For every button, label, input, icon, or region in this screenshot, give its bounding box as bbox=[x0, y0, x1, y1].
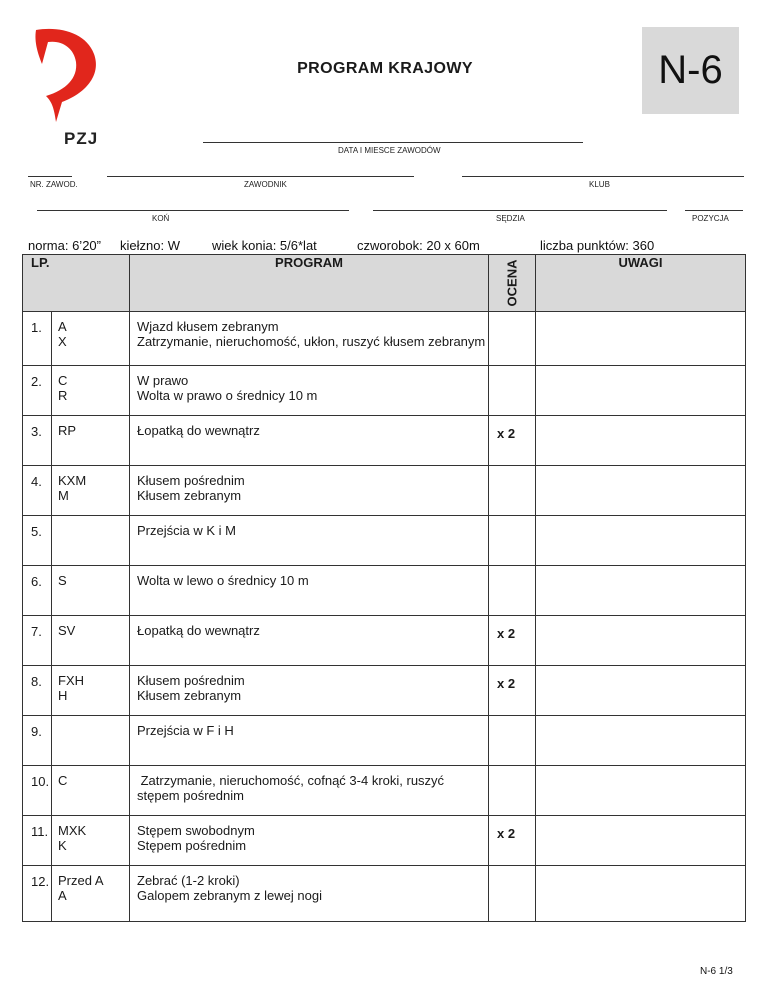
row-description bbox=[130, 616, 489, 666]
nr-zawod-label: NR. ZAWOD. bbox=[30, 180, 78, 189]
row-number: 4. bbox=[23, 466, 52, 516]
row-number: 5. bbox=[23, 516, 52, 566]
row-letters bbox=[52, 366, 130, 416]
row-description bbox=[130, 416, 489, 466]
row-description-line: Wolta w lewo o średnicy 10 m bbox=[137, 573, 309, 588]
header-ocena-label: OCENA bbox=[504, 259, 520, 307]
row-uwagi-cell[interactable] bbox=[536, 516, 746, 566]
row-uwagi-cell[interactable] bbox=[536, 366, 746, 416]
row-uwagi-cell[interactable] bbox=[536, 616, 746, 666]
kon-line bbox=[37, 210, 349, 211]
czworobok: czworobok: 20 x 60m bbox=[357, 238, 480, 253]
row-letter: KXM bbox=[58, 473, 87, 488]
row-letter: C bbox=[58, 773, 68, 788]
row-description-line: Galopem zebranym z lewej nogi bbox=[137, 888, 322, 903]
row-ocena-cell[interactable] bbox=[489, 566, 536, 616]
row-letter: RP bbox=[58, 423, 77, 438]
row-letter: S bbox=[58, 573, 67, 588]
row-description bbox=[130, 766, 489, 816]
row-letters bbox=[52, 866, 130, 922]
row-letters bbox=[52, 766, 130, 816]
row-description-line: Stępem pośrednim bbox=[137, 838, 247, 853]
row-letter: FXH bbox=[58, 673, 84, 688]
row-ocena-cell[interactable] bbox=[489, 866, 536, 922]
row-number: 10. bbox=[23, 766, 52, 816]
row-ocena-cell[interactable] bbox=[489, 466, 536, 516]
row-letters bbox=[52, 566, 130, 616]
row-ocena-cell[interactable] bbox=[489, 366, 536, 416]
row-description bbox=[130, 366, 489, 416]
row-uwagi-cell[interactable] bbox=[536, 816, 746, 866]
table-row bbox=[23, 416, 746, 466]
row-number: 11. bbox=[23, 816, 52, 866]
row-description bbox=[130, 666, 489, 716]
row-number: 7. bbox=[23, 616, 52, 666]
row-letters bbox=[52, 516, 130, 566]
table-row bbox=[23, 516, 746, 566]
page-number: N-6 1/3 bbox=[700, 966, 733, 977]
row-uwagi-cell[interactable] bbox=[536, 312, 746, 366]
row-letter: K bbox=[58, 838, 67, 853]
row-number: 12. bbox=[23, 866, 52, 922]
row-uwagi-cell[interactable] bbox=[536, 666, 746, 716]
sedzia-line bbox=[373, 210, 667, 211]
header-ocena bbox=[489, 255, 536, 312]
row-number: 8. bbox=[23, 666, 52, 716]
liczba-punktow: liczba punktów: 360 bbox=[540, 238, 655, 253]
program-table bbox=[22, 254, 746, 922]
row-description bbox=[130, 566, 489, 616]
row-ocena-cell[interactable]: x 2 bbox=[489, 416, 536, 466]
row-description bbox=[130, 716, 489, 766]
row-number: 1. bbox=[23, 312, 52, 366]
row-uwagi-cell[interactable] bbox=[536, 866, 746, 922]
row-ocena-cell[interactable]: x 2 bbox=[489, 616, 536, 666]
row-letter: SV bbox=[58, 623, 76, 638]
row-description-line: W prawo bbox=[137, 373, 189, 388]
kielzno: kiełzno: W bbox=[120, 238, 180, 253]
zawodnik-line bbox=[107, 176, 414, 177]
table-row bbox=[23, 366, 746, 416]
row-ocena-cell[interactable]: x 2 bbox=[489, 816, 536, 866]
row-description-line: Kłusem zebranym bbox=[137, 688, 242, 703]
wiek-konia: wiek konia: 5/6*lat bbox=[212, 238, 317, 253]
row-description bbox=[130, 312, 489, 366]
row-description bbox=[130, 866, 489, 922]
row-letter: A bbox=[58, 888, 67, 903]
row-description-line: Wjazd kłusem zebranym bbox=[137, 319, 279, 334]
pozycja-label: POZYCJA bbox=[692, 214, 729, 223]
row-description bbox=[130, 816, 489, 866]
row-number: 2. bbox=[23, 366, 52, 416]
sedzia-label: SĘDZIA bbox=[496, 214, 525, 223]
row-number: 3. bbox=[23, 416, 52, 466]
row-letters bbox=[52, 816, 130, 866]
row-ocena-cell[interactable] bbox=[489, 516, 536, 566]
row-letter: MXK bbox=[58, 823, 87, 838]
row-description-line: Przejścia w K i M bbox=[137, 523, 236, 538]
table-row bbox=[23, 866, 746, 922]
table-row bbox=[23, 766, 746, 816]
date-place-label: DATA I MIESCE ZAWODÓW bbox=[338, 146, 441, 155]
row-letters bbox=[52, 416, 130, 466]
table-row bbox=[23, 616, 746, 666]
logo-text: PZJ bbox=[64, 129, 99, 148]
row-description-line: Łopatką do wewnątrz bbox=[137, 423, 260, 438]
row-description-line: Zatrzymanie, nieruchomość, cofnąć 3-4 kroki, ruszyć bbox=[137, 773, 445, 788]
row-description bbox=[130, 516, 489, 566]
nr-zawod-line bbox=[28, 176, 72, 177]
row-letters bbox=[52, 312, 130, 366]
row-description-line: Kłusem pośrednim bbox=[137, 473, 245, 488]
pzj-logo bbox=[28, 24, 108, 148]
row-description-line: Kłusem zebranym bbox=[137, 488, 242, 503]
table-row bbox=[23, 716, 746, 766]
date-place-line bbox=[203, 142, 583, 143]
table-row bbox=[23, 312, 746, 366]
row-description-line: Zatrzymanie, nieruchomość, ukłon, ruszyć kłusem zebranym bbox=[137, 334, 486, 349]
table-row bbox=[23, 816, 746, 866]
klub-line bbox=[462, 176, 744, 177]
header-lp: LP. bbox=[23, 255, 130, 312]
row-letter: R bbox=[58, 388, 68, 403]
norma: norma: 6’20” bbox=[28, 238, 101, 253]
row-uwagi-cell[interactable] bbox=[536, 566, 746, 616]
row-uwagi-cell[interactable] bbox=[536, 416, 746, 466]
row-letter: C bbox=[58, 373, 68, 388]
row-uwagi-cell[interactable] bbox=[536, 466, 746, 516]
table-row bbox=[23, 466, 746, 516]
row-ocena-cell[interactable]: x 2 bbox=[489, 666, 536, 716]
row-letters bbox=[52, 666, 130, 716]
table-row bbox=[23, 566, 746, 616]
row-ocena-cell[interactable] bbox=[489, 766, 536, 816]
table-row bbox=[23, 666, 746, 716]
row-letter: M bbox=[58, 488, 69, 503]
row-ocena-cell[interactable] bbox=[489, 312, 536, 366]
row-description-line: stępem pośrednim bbox=[137, 788, 244, 803]
zawodnik-label: ZAWODNIK bbox=[244, 180, 287, 189]
pozycja-line bbox=[685, 210, 743, 211]
row-description-line: Łopatką do wewnątrz bbox=[137, 623, 260, 638]
kon-label: KOŃ bbox=[152, 214, 170, 223]
page-title: PROGRAM KRAJOWY bbox=[297, 60, 473, 77]
table-header-row bbox=[23, 255, 746, 312]
row-ocena-cell[interactable] bbox=[489, 716, 536, 766]
row-description-line: Przejścia w F i H bbox=[137, 723, 234, 738]
row-number: 9. bbox=[23, 716, 52, 766]
row-description-line: Stępem swobodnym bbox=[137, 823, 255, 838]
row-number: 6. bbox=[23, 566, 52, 616]
row-description-line: Kłusem pośrednim bbox=[137, 673, 245, 688]
row-description-line: Zebrać (1-2 kroki) bbox=[137, 873, 240, 888]
row-letter: H bbox=[58, 688, 68, 703]
row-letters bbox=[52, 466, 130, 516]
row-uwagi-cell[interactable] bbox=[536, 766, 746, 816]
row-letters bbox=[52, 616, 130, 666]
row-description bbox=[130, 466, 489, 516]
row-letters bbox=[52, 716, 130, 766]
row-description-line: Wolta w prawo o średnicy 10 m bbox=[137, 388, 318, 403]
row-letter: Przed A bbox=[58, 873, 104, 888]
program-code: N-6 bbox=[642, 27, 739, 114]
row-uwagi-cell[interactable] bbox=[536, 716, 746, 766]
klub-label: KLUB bbox=[589, 180, 610, 189]
row-letter: A bbox=[58, 319, 67, 334]
pzj-logo-mark bbox=[28, 24, 108, 124]
row-letter: X bbox=[58, 334, 67, 349]
header-program: PROGRAM bbox=[130, 255, 489, 312]
header-uwagi: UWAGI bbox=[536, 255, 746, 312]
